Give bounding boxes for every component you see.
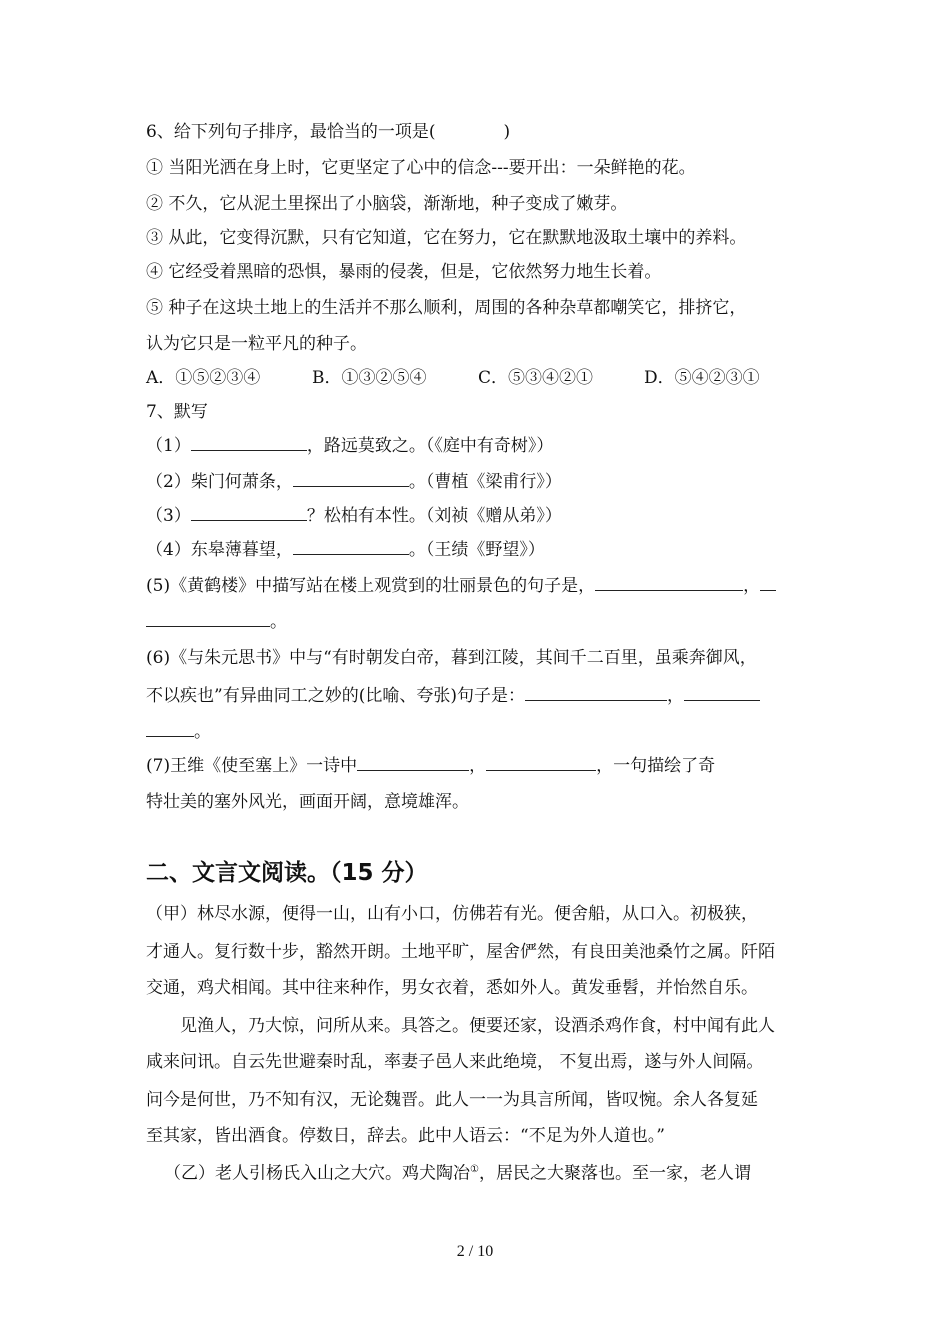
q7-item-2-suffix: 。（曹植《梁甫行》） (408, 472, 562, 492)
q6-option-c: C．⑤③④②① (478, 368, 594, 388)
q7-item-1 (146, 434, 553, 458)
fill-blank (760, 574, 776, 591)
passage-line-5: 咸来问讯。自云先世避秦时乱，率妻子邑人来此绝境， 不复出焉，遂与外人间隔。 (146, 1052, 764, 1072)
q7-item-5 (146, 574, 776, 598)
q6-sentence-4: ④ 它经受着黑暗的恐惧，暴雨的侵袭，但是，它依然努力地生长着。 (146, 262, 662, 282)
q7-item-6-continued (146, 720, 211, 744)
q7-item-3-suffix: ？松柏有本性。（刘祯《赠从弟》） (306, 506, 562, 526)
q6-options (146, 366, 760, 390)
q7-item-4-suffix: 。（王绩《野望》） (408, 540, 545, 560)
q6-option-d: D．⑤④②③① (644, 368, 760, 388)
passage-line-6: 问今是何世，乃不知有汉，无论魏晋。此人一一为具言所闻，皆叹惋。余人各复延 (146, 1090, 758, 1110)
fill-blank (293, 538, 409, 555)
q7-item-3 (146, 504, 562, 528)
q7-item-7-prefix: (7)王维《使至塞上》一诗中 (146, 756, 358, 776)
q7-item-6-separator: ， (666, 686, 684, 706)
q6-sentence-5a: ⑤ 种子在这块土地上的生活并不那么顺利，周围的各种杂草都嘲笑它，排挤它， (146, 298, 747, 318)
fill-blank (684, 684, 760, 701)
passage-line-8-end: ，居民之大聚落也。至一家，老人谓 (478, 1163, 751, 1184)
footnote-marker: ① (470, 1164, 479, 1175)
fill-blank (146, 610, 270, 627)
q7-item-2 (146, 470, 562, 494)
q7-item-6a: (6)《与朱元思书》中与“有时朝发白帝，暮到江陵，其间千二百里，虽乘奔御风， (146, 648, 757, 668)
page-number: 2 / 10 (456, 1243, 494, 1260)
q6-option-b: B．①③②⑤④ (312, 368, 427, 388)
fill-blank (293, 470, 409, 487)
q7-item-1-suffix: ，路远莫致之。（《庭中有奇树》） (306, 436, 554, 456)
q7-item-6-prefix: 不以疾也”有异曲同工之妙的(比喻、夸张)句子是： (146, 686, 525, 706)
fill-blank (191, 434, 307, 451)
fill-blank (357, 754, 469, 771)
q6-sentence-2: ② 不久，它从泥土里探出了小脑袋，渐渐地，种子变成了嫩芽。 (146, 194, 628, 214)
q6-sentence-1: ① 当阳光洒在身上时，它更坚定了心中的信念---要开出：一朵鲜艳的花。 (146, 158, 696, 178)
q7-item-6b (146, 684, 760, 708)
q7-item-3-prefix: （3） (146, 506, 191, 526)
q7-item-7-suffix: ，一句描绘了奇 (596, 756, 716, 776)
q7-item-5-separator: ， (743, 576, 761, 596)
q6-sentence-3: ③ 从此，它变得沉默，只有它知道，它在努力，它在默默地汲取土壤中的养料。 (146, 228, 747, 248)
passage-line-1: （甲）林尽水源，便得一山，山有小口，仿佛若有光。便舍船，从口入。初极狭， (146, 904, 758, 924)
q7-item-7b: 特壮美的塞外风光，画面开阔，意境雄浑。 (146, 792, 469, 812)
section-2-heading: 二、文言文阅读。（15 分） (146, 860, 428, 886)
q6-option-a: A．①⑤②③④ (146, 368, 261, 388)
q7-item-7a (146, 754, 715, 778)
q7-item-5-end: 。 (270, 612, 287, 632)
fill-blank (525, 684, 667, 701)
q7-item-7-separator: ， (469, 756, 487, 776)
q7-item-4 (146, 538, 545, 562)
passage-line-3: 交通，鸡犬相闻。其中往来种作，男女衣着，悉如外人。黄发垂髫，并怡然自乐。 (146, 978, 758, 998)
q7-item-6-end: 。 (194, 722, 211, 742)
q6-sentence-5b: 认为它只是一粒平凡的种子。 (146, 334, 367, 354)
q7-item-5-prefix: (5)《黄鹤楼》中描写站在楼上观赏到的壮丽景色的句子是， (146, 576, 596, 596)
passage-line-8-start: （乙）老人引杨氏入山之大穴。鸡犬陶冶 (164, 1163, 470, 1184)
q7-item-1-prefix: （1） (146, 436, 191, 456)
q7-stem: 7、默写 (146, 402, 208, 422)
q7-item-4-prefix: （4）东皋薄暮望， (146, 540, 293, 560)
passage-line-4: 见渔人，乃大惊，问所从来。具答之。便要还家，设酒杀鸡作食，村中闻有此人 (180, 1016, 775, 1036)
passage-line-2: 才通人。复行数十步，豁然开朗。土地平旷，屋舍俨然，有良田美池桑竹之属。阡陌 (146, 942, 775, 962)
q7-item-5-continued (146, 610, 287, 634)
fill-blank (146, 720, 194, 737)
fill-blank (486, 754, 596, 771)
q6-stem: 6、给下列句子排序，最恰当的一项是( ) (146, 122, 511, 142)
passage-line-7: 至其家，皆出酒食。停数日，辞去。此中人语云：“不足为外人道也。” (146, 1126, 665, 1146)
fill-blank (595, 574, 743, 591)
q7-item-2-prefix: （2）柴门何萧条， (146, 472, 293, 492)
passage-line-8 (164, 1158, 751, 1186)
fill-blank (191, 504, 307, 521)
